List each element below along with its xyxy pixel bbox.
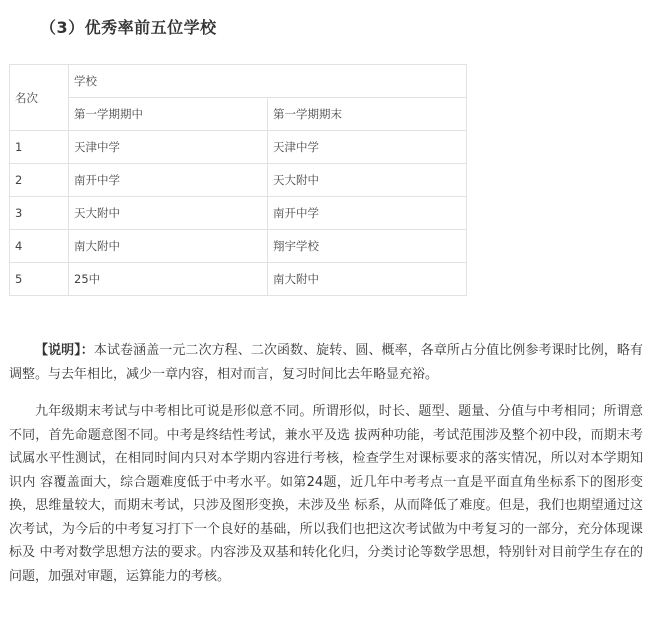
final-school-cell: 天津中学 xyxy=(268,131,467,164)
school-header: 学校 xyxy=(69,65,467,98)
rank-cell: 4 xyxy=(10,230,69,263)
rank-header: 名次 xyxy=(10,65,69,131)
midterm-school-cell: 25中 xyxy=(69,263,268,296)
rank-cell: 5 xyxy=(10,263,69,296)
note-label: 【说明】： xyxy=(35,343,94,358)
rank-cell: 2 xyxy=(10,164,69,197)
note-paragraph xyxy=(9,339,643,386)
midterm-header: 第一学期期中 xyxy=(69,98,268,131)
final-school-cell: 翔宇学校 xyxy=(268,230,467,263)
table-row xyxy=(10,164,467,197)
table-row xyxy=(10,263,467,296)
top-five-schools-table xyxy=(9,64,467,296)
final-school-cell: 南大附中 xyxy=(268,263,467,296)
term-header-row xyxy=(10,98,467,131)
section-heading: （3）优秀率前五位学校 xyxy=(40,18,217,37)
table-row xyxy=(10,230,467,263)
final-school-cell: 南开中学 xyxy=(268,197,467,230)
midterm-school-cell: 南开中学 xyxy=(69,164,268,197)
final-school-cell: 天大附中 xyxy=(268,164,467,197)
midterm-school-cell: 南大附中 xyxy=(69,230,268,263)
table-header-row xyxy=(10,65,467,98)
midterm-school-cell: 天大附中 xyxy=(69,197,268,230)
final-header: 第一学期期末 xyxy=(268,98,467,131)
table-row xyxy=(10,197,467,230)
analysis-paragraph: 九年级期末考试与中考相比可说是形似意不同。所谓形似，时长、题型、题量、分值与中考相同；所谓意不同，首先命题意图不同。中考是终结性考试，兼水平及选 拔两种功能，考试范围涉及整个初中段，而期末考试属水平性测试，在相同时间内只对本学期内容进行考核，检查学生对课标要求的落实情况，所以对本学期知识内 容覆盖面大，综合题难度低于中考水平。如第24题，近几年中考考点一直是平面直角坐标系下的图形变换，思维量较大，而期末考试，只涉及图形变换，未涉及坐 标系，从而降低了难度。但是，我们也期望通过这次考试，为今后的中考复习打下一个良好的基础，所以我们也把这次考试做为中考复习的一部分，充分体现课标及 中考对数学思想方法的要求。内容涉及双基和转化化归，分类讨论等数学思想，特别针对目前学生存在的问题，加强对审题，运算能力的考核。 xyxy=(9,404,643,584)
midterm-school-cell: 天津中学 xyxy=(69,131,268,164)
table-row xyxy=(10,131,467,164)
rank-cell: 3 xyxy=(10,197,69,230)
note-text: 本试卷涵盖一元二次方程、二次函数、旋转、圆、概率，各章所占分值比例参考课时比例，略有调整。与去年相比，减少一章内容，相对而言，复习时间比去年略显充裕。 xyxy=(9,343,643,382)
rank-cell: 1 xyxy=(10,131,69,164)
